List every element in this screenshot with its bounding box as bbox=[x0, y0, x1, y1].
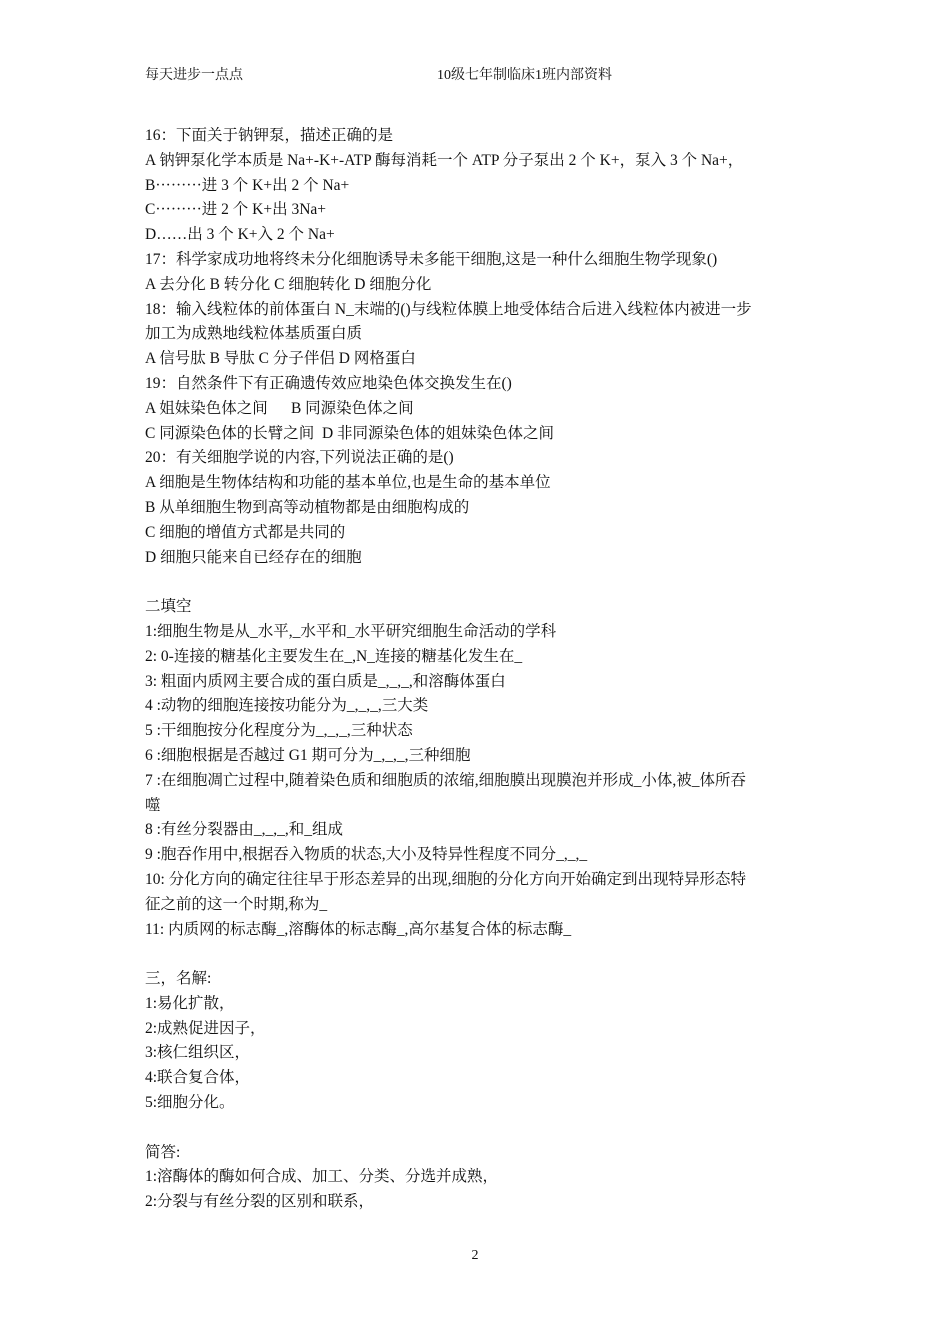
text-line: 2: 0-连接的糖基化主要发生在_,N_连接的糖基化发生在_ bbox=[145, 647, 523, 665]
text-line: 4:联合复合体， bbox=[145, 1069, 251, 1087]
text-line: A 信号肽 B 导肽 C 分子伴侣 D 网格蛋白 bbox=[145, 350, 416, 368]
text-line: A 姐妹染色体之间 B 同源染色体之间 bbox=[145, 399, 414, 417]
text-line: 5:细胞分化。 bbox=[145, 1094, 235, 1112]
text-line: 9 :胞吞作用中,根据吞入物质的状态,大小及特异性程度不同分_,_,_ bbox=[145, 846, 588, 864]
text-line: 3: 粗面内质网主要合成的蛋白质是_,_,_,和溶酶体蛋白 bbox=[145, 672, 506, 690]
document-body bbox=[145, 124, 810, 1215]
page-header bbox=[145, 64, 805, 84]
text-line: 3:核仁组织区， bbox=[145, 1044, 251, 1062]
text-line: 4 :动物的细胞连接按功能分为_,_,_,三大类 bbox=[145, 697, 429, 715]
text-line: C 同源染色体的长臂之间 D 非同源染色体的姐妹染色体之间 bbox=[145, 424, 555, 442]
text-line: 11: 内质网的标志酶_,溶酶体的标志酶_,高尔基复合体的标志酶_ bbox=[145, 920, 572, 938]
text-line: 2:成熟促进因子， bbox=[145, 1019, 266, 1037]
text-line: 8 :有丝分裂器由_,_,_,和_组成 bbox=[145, 821, 344, 839]
text-line: A 细胞是生物体结构和功能的基本单位,也是生命的基本单位 bbox=[145, 474, 551, 492]
blank-line bbox=[145, 1116, 810, 1141]
text-line: A 去分化 B 转分化 C 细胞转化 D 细胞分化 bbox=[145, 275, 432, 293]
text-line: 二填空 bbox=[145, 598, 192, 616]
header-left-text: 每天进步一点点 bbox=[145, 68, 243, 83]
blank-line bbox=[145, 942, 810, 967]
text-line: B·········进 3 个 K+出 2 个 Na+ bbox=[145, 176, 350, 194]
text-line: 19：自然条件下有正确遗传效应地染色体交换发生在() bbox=[145, 374, 512, 392]
text-line: A 钠钾泵化学本质是 Na+-K+-ATP 酶每消耗一个 ATP 分子泵出 2 个 K+，泵入 3 个 Na+， bbox=[145, 151, 744, 169]
text-line: 1:溶酶体的酶如何合成、加工、分类、分选并成熟， bbox=[145, 1168, 499, 1186]
text-line: B 从单细胞生物到高等动植物都是由细胞构成的 bbox=[145, 498, 470, 516]
text-line: 10: 分化方向的确定往往早于形态差异的出现,细胞的分化方向开始确定到出现特异形态特 bbox=[145, 870, 747, 888]
text-line: 17：科学家成功地将终未分化细胞诱导未多能干细胞,这是一种什么细胞生物学现象() bbox=[145, 250, 718, 268]
text-line: 征之前的这一个时期,称为_ bbox=[145, 895, 328, 913]
text-line: 简答: bbox=[145, 1143, 181, 1161]
text-line: 1:易化扩散， bbox=[145, 994, 235, 1012]
text-line: 6 :细胞根据是否越过 G1 期可分为_,_,_,三种细胞 bbox=[145, 746, 471, 764]
text-line: 7 :在细胞凋亡过程中,随着染色质和细胞质的浓缩,细胞膜出现膜泡并形成_小体,被_体所吞 bbox=[145, 771, 747, 789]
text-line: 三，名解: bbox=[145, 970, 212, 988]
text-line: C·········进 2 个 K+出 3Na+ bbox=[145, 201, 327, 219]
header-center-text: 10级七年制临床1班内部资料 bbox=[437, 68, 612, 83]
text-line: 噬 bbox=[145, 796, 161, 814]
text-line: D……出 3 个 K+入 2 个 Na+ bbox=[145, 226, 335, 244]
text-line: 18：输入线粒体的前体蛋白 N_末端的()与线粒体膜上地受体结合后进入线粒体内被进一步 bbox=[145, 300, 752, 318]
text-line: 2:分裂与有丝分裂的区别和联系， bbox=[145, 1193, 375, 1211]
text-line: 1:细胞生物是从_水平,_水平和_水平研究细胞生命活动的学科 bbox=[145, 622, 557, 640]
text-line: 5 :干细胞按分化程度分为_,_,_,三种状态 bbox=[145, 722, 413, 740]
page-number: 2 bbox=[471, 1248, 479, 1263]
blank-line bbox=[145, 570, 810, 595]
text-line: D 细胞只能来自已经存在的细胞 bbox=[145, 548, 362, 566]
text-line: 加工为成熟地线粒体基质蛋白质 bbox=[145, 325, 363, 343]
text-line: 16：下面关于钠钾泵，描述正确的是 bbox=[145, 127, 394, 144]
text-line: C 细胞的增值方式都是共同的 bbox=[145, 523, 346, 541]
text-line: 20：有关细胞学说的内容,下列说法正确的是() bbox=[145, 449, 454, 467]
